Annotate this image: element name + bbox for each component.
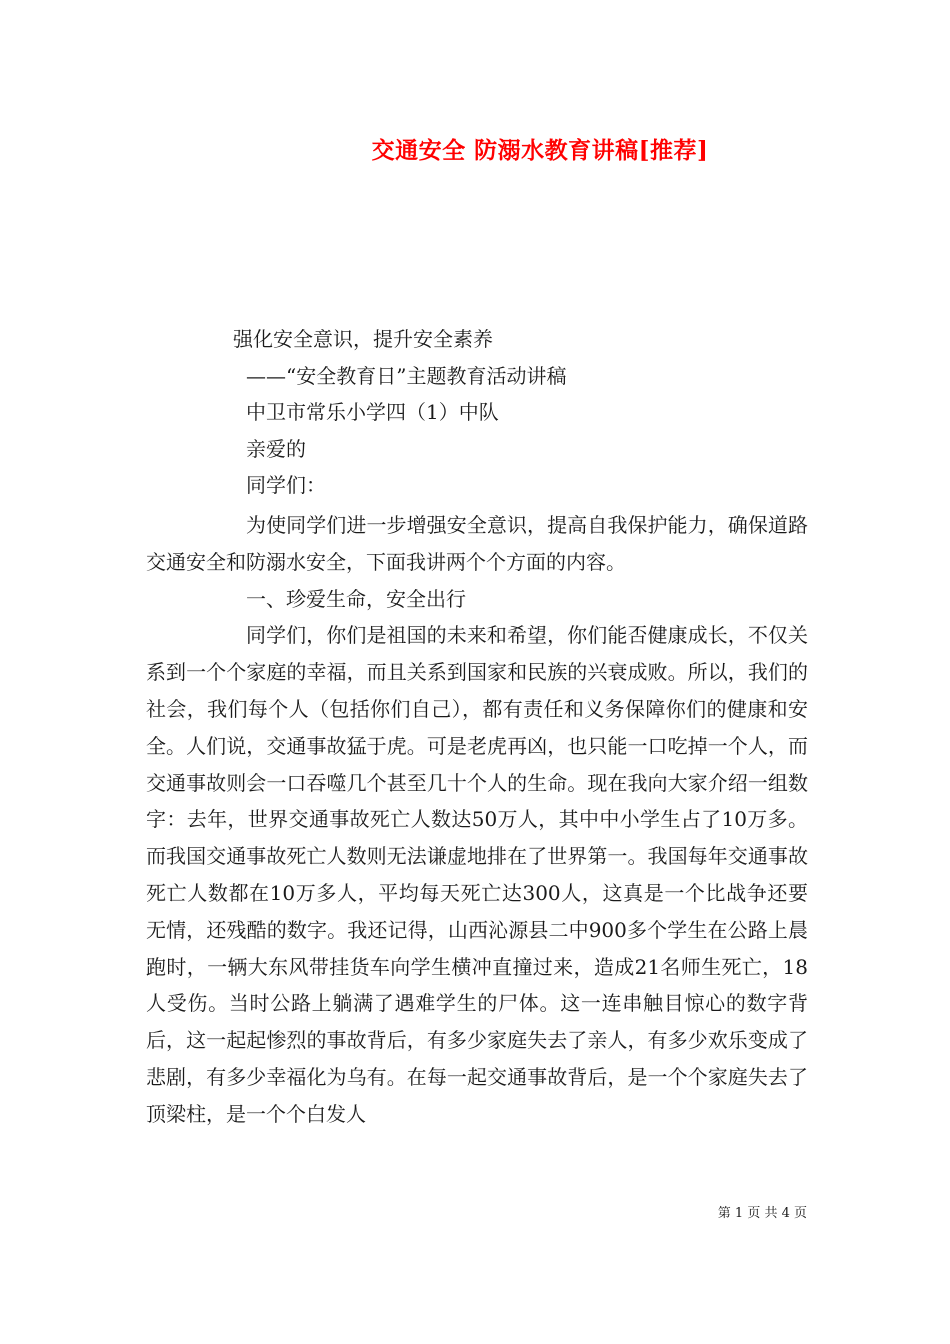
document-title: 交通安全 防溺水教育讲稿[推荐] [371,137,709,164]
salutation-line-1: 亲爱的 [246,437,306,461]
speech-headline: 强化安全意识，提升安全素养 [233,327,493,351]
body-paragraph: 同学们，你们是祖国的未来和希望，你们能否健康成长，不仅关系到一个个家庭的幸福，而且关系到国家和民族的兴衰成败。所以，我们的社会，我们每个人（包括你们自己），都有责任和义务保障你们的健康和安全。人们说，交通事故猛于虎。可是老虎再凶，也只能一口吃掉一个人，而交通事故则会一口吞噬几个甚至几十个人的生命。现在我向大家介绍一组数字：去年，世界交通事故死亡人数达50万人，其中中小学生占了10万多。而我国交通事故死亡人数则无法谦虚地排在了世界第一。我国每年交通事故死亡人数都在10万多人，平均每天死亡达300人，这真是一个比战争还要无情，还残酷的数字。我还记得，山西沁源县二中900多个学生在公路上晨跑时，一辆大东风带挂货车向学生横冲直撞过来，造成21名师生死亡，18人受伤。当时公路上躺满了遇难学生的尸体。这一连串触目惊心的数字背后，这一起起惨烈的事故背后，有多少家庭失去了亲人，有多少欢乐变成了悲剧，有多少幸福化为乌有。在每一起交通事故背后，是一个个家庭失去了顶梁柱，是一个个白发人 [146,623,808,1126]
speaker-line: 中卫市常乐小学四（1）中队 [246,400,499,424]
document-body [146,507,808,1133]
salutation-line-2: 同学们： [246,473,326,497]
speech-subtitle: ——“安全教育日”主题教育活动讲稿 [246,364,567,388]
intro-paragraph: 为使同学们进一步增强安全意识，提高自我保护能力，确保道路交通安全和防溺水安全，下面我讲两个个方面的内容。 [146,513,808,574]
page-number-footer: 第 1 页 共 4 页 [717,1206,807,1221]
section-heading: 一、珍爱生命，安全出行 [246,586,466,611]
